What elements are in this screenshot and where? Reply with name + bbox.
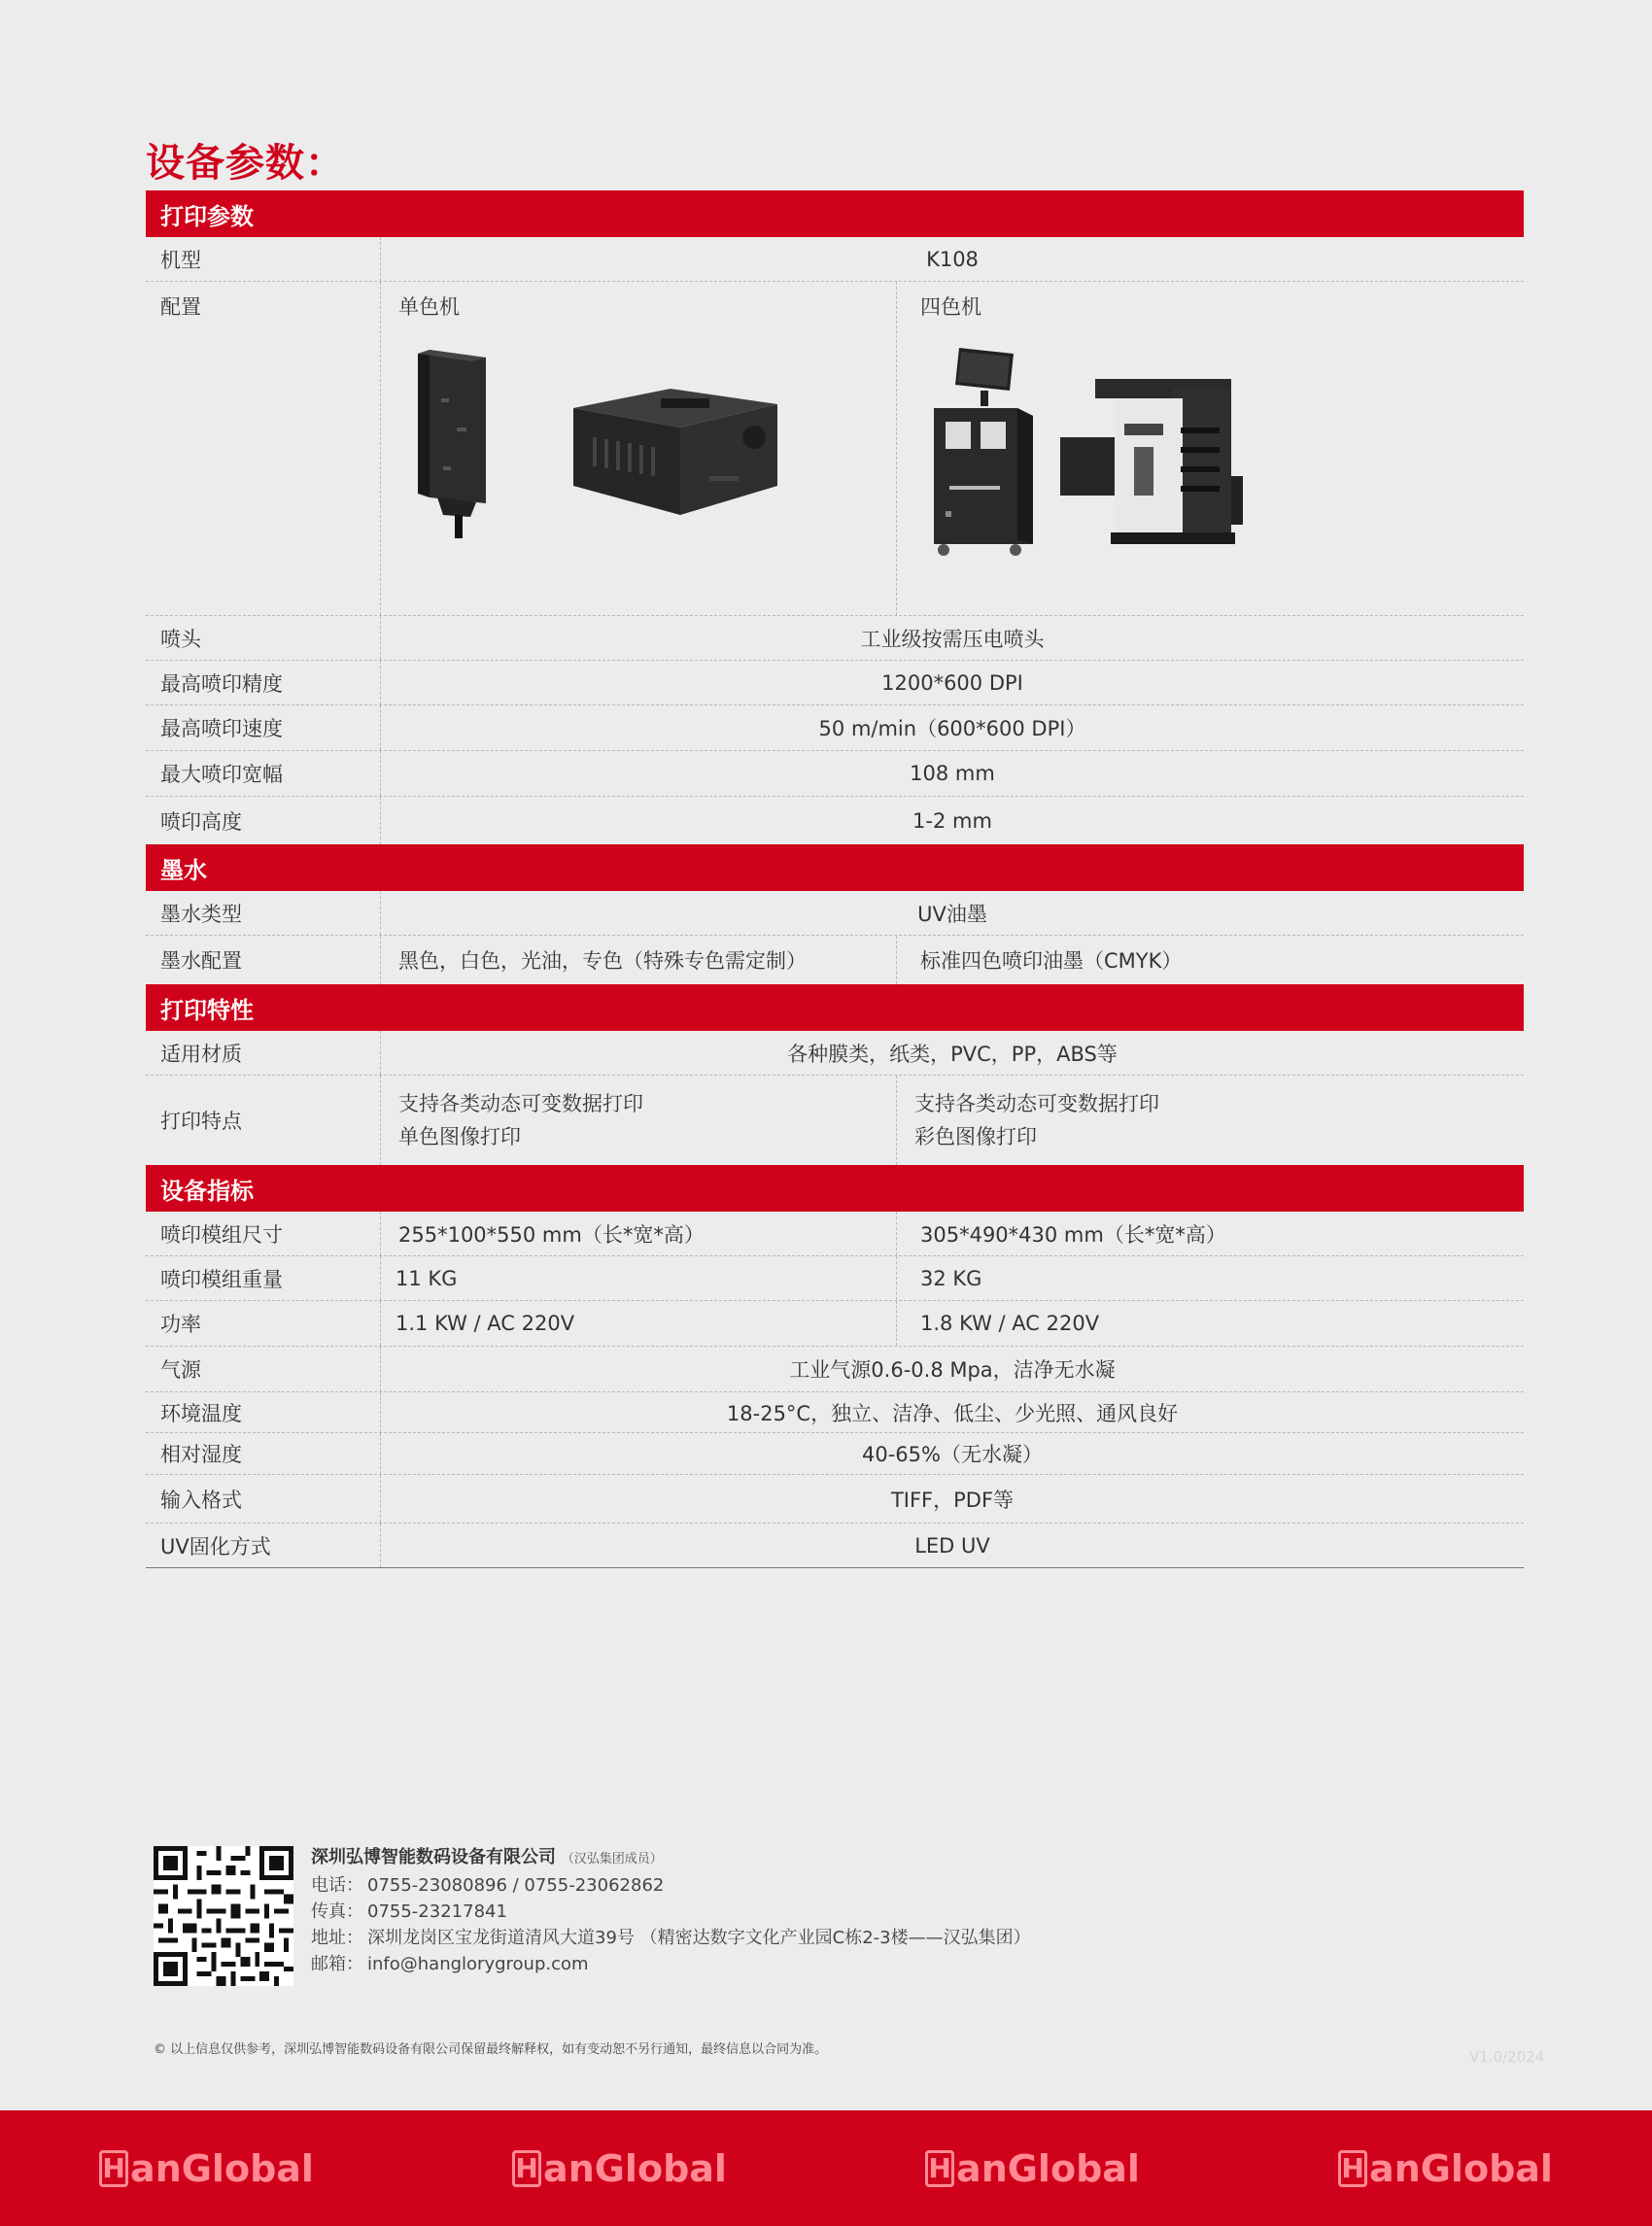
row-resolution (146, 661, 1524, 705)
row-label: 适用材质 (146, 1031, 381, 1075)
section-print-params: 打印参数 (146, 190, 1524, 237)
row-curing (146, 1524, 1524, 1568)
phone-key: 电话： (311, 1875, 363, 1896)
row-label: 功率 (146, 1301, 381, 1346)
hanglobal-logo (1338, 2147, 1553, 2190)
logo-text: anGlobal (130, 2146, 314, 2190)
email-key: 邮箱： (311, 1954, 363, 1974)
phone-value: 0755-23080896 / 0755-23062862 (367, 1875, 665, 1896)
section-metrics: 设备指标 (146, 1165, 1524, 1212)
mono-printhead-module-image (408, 340, 505, 544)
disclaimer: © 以上信息仅供参考，深圳弘博智能数码设备有限公司保留最终解释权，如有变动恕不另行通知，最终信息以合同为准。 (154, 2042, 828, 2057)
contact-address (311, 1925, 1031, 1951)
row-temperature (146, 1392, 1524, 1433)
logo-text: anGlobal (956, 2146, 1140, 2190)
hanglobal-logo (925, 2147, 1140, 2190)
row-input-format (146, 1475, 1524, 1524)
row-label: 输入格式 (146, 1475, 381, 1523)
row-label: 最高喷印精度 (146, 661, 381, 704)
feature-left-line1: 支持各类动态可变数据打印 (398, 1092, 643, 1115)
row-air (146, 1347, 1524, 1392)
row-print-features (146, 1076, 1524, 1165)
row-ink-config (146, 936, 1524, 984)
row-label: 最大喷印宽幅 (146, 751, 381, 796)
row-label: 相对湿度 (146, 1433, 381, 1474)
row-value-left: 1.1 KW / AC 220V (381, 1301, 897, 1346)
row-label: 喷印模组尺寸 (146, 1212, 381, 1255)
row-label: UV固化方式 (146, 1524, 381, 1567)
row-label: 喷印模组重量 (146, 1256, 381, 1300)
config-mono-label: 单色机 (398, 295, 460, 319)
row-value-right (897, 1076, 1524, 1165)
section-features: 打印特性 (146, 984, 1524, 1031)
row-value: 40-65%（无水凝） (862, 1443, 1043, 1466)
row-power (146, 1301, 1524, 1347)
row-value: 50 m/min（600*600 DPI） (818, 717, 1086, 740)
company-name: 深圳弘博智能数码设备有限公司 (311, 1847, 556, 1867)
row-height (146, 797, 1524, 844)
row-value: 工业级按需压电喷头 (860, 627, 1045, 651)
row-head (146, 616, 1524, 661)
row-value: K108 (926, 247, 979, 271)
row-value-left: 255*100*550 mm（长*宽*高） (381, 1212, 897, 1255)
address-value: 深圳龙岗区宝龙街道清风大道39号 （精密达数字文化产业园C栋2-3楼——汉弘集团） (367, 1928, 1031, 1948)
row-value: TIFF，PDF等 (890, 1488, 1015, 1512)
row-model (146, 237, 1524, 282)
logo-h: H (1338, 2150, 1367, 2187)
row-label: 气源 (146, 1347, 381, 1391)
four-color-cabinet-image (920, 340, 1047, 564)
section-ink: 墨水 (146, 844, 1524, 891)
feature-left-line2: 单色图像打印 (398, 1125, 521, 1148)
fax-value: 0755-23217841 (367, 1901, 507, 1922)
config-mono (381, 282, 897, 615)
logo-text: anGlobal (543, 2146, 727, 2190)
row-label: 机型 (146, 237, 381, 281)
row-config (146, 282, 1524, 616)
row-value: 18-25°C，独立、洁净、低尘、少光照、通风良好 (726, 1401, 1179, 1425)
row-label: 最高喷印速度 (146, 705, 381, 750)
row-size (146, 1212, 1524, 1256)
row-value: 1-2 mm (912, 808, 992, 833)
row-ink-type (146, 891, 1524, 936)
row-value-left: 黑色，白色，光油，专色（特殊专色需定制） (381, 936, 897, 984)
row-value-right: 1.8 KW / AC 220V (920, 1312, 1100, 1335)
row-value-right: 32 KG (920, 1266, 982, 1290)
spec-table (146, 190, 1524, 1568)
logo-h: H (99, 2150, 128, 2187)
feature-right-line2: 彩色图像打印 (914, 1125, 1037, 1148)
feature-right-line1: 支持各类动态可变数据打印 (914, 1092, 1159, 1115)
logo-h: H (925, 2150, 954, 2187)
row-label: 打印特点 (146, 1076, 381, 1165)
contact-fax (311, 1899, 1031, 1925)
row-value: UV油墨 (917, 902, 987, 926)
address-key: 地址： (311, 1928, 363, 1948)
row-weight (146, 1256, 1524, 1301)
four-color-printhead-unit-image (1056, 369, 1251, 564)
row-width (146, 751, 1524, 797)
row-value: 工业气源0.6-0.8 Mpa，洁净无水凝 (789, 1358, 1116, 1382)
qr-code-image (154, 1846, 293, 1986)
company-info (311, 1844, 1031, 1977)
mono-control-box-image (564, 369, 787, 525)
mono-machine-images (398, 340, 787, 544)
row-value-right: 标准四色喷印油墨（CMYK） (920, 949, 1183, 973)
row-value: 108 mm (910, 762, 995, 785)
version-label: V1.0/2024 (1469, 2048, 1545, 2066)
four-color-machine-images (920, 340, 1251, 564)
config-four-color-label: 四色机 (920, 295, 981, 319)
contact-email (311, 1951, 1031, 1977)
row-label: 墨水类型 (146, 891, 381, 935)
company-note: （汉弘集团成员） (561, 1852, 663, 1866)
row-label: 喷头 (146, 616, 381, 660)
fax-key: 传真： (311, 1901, 363, 1922)
row-value-left (381, 1076, 897, 1165)
row-value: 各种膜类，纸类，PVC，PP，ABS等 (787, 1042, 1118, 1066)
logo-text: anGlobal (1369, 2146, 1553, 2190)
row-value: 1200*600 DPI (881, 670, 1023, 695)
email-value: info@hanglorygroup.com (367, 1954, 589, 1974)
brand-footer-bar (0, 2110, 1652, 2226)
config-four-color (897, 282, 1524, 615)
row-value: LED UV (914, 1533, 990, 1558)
row-speed (146, 705, 1524, 751)
hanglobal-logo (512, 2147, 727, 2190)
row-label: 环境温度 (146, 1392, 381, 1432)
row-value-left: 11 KG (381, 1256, 897, 1300)
row-label: 喷印高度 (146, 797, 381, 844)
page-title: 设备参数： (146, 141, 345, 186)
row-label: 配置 (146, 282, 381, 615)
row-label: 墨水配置 (146, 936, 381, 984)
row-value-right: 305*490*430 mm（长*宽*高） (920, 1222, 1226, 1247)
row-humidity (146, 1433, 1524, 1475)
hanglobal-logo (99, 2147, 314, 2190)
logo-h: H (512, 2150, 541, 2187)
row-material (146, 1031, 1524, 1076)
contact-phone (311, 1872, 1031, 1899)
